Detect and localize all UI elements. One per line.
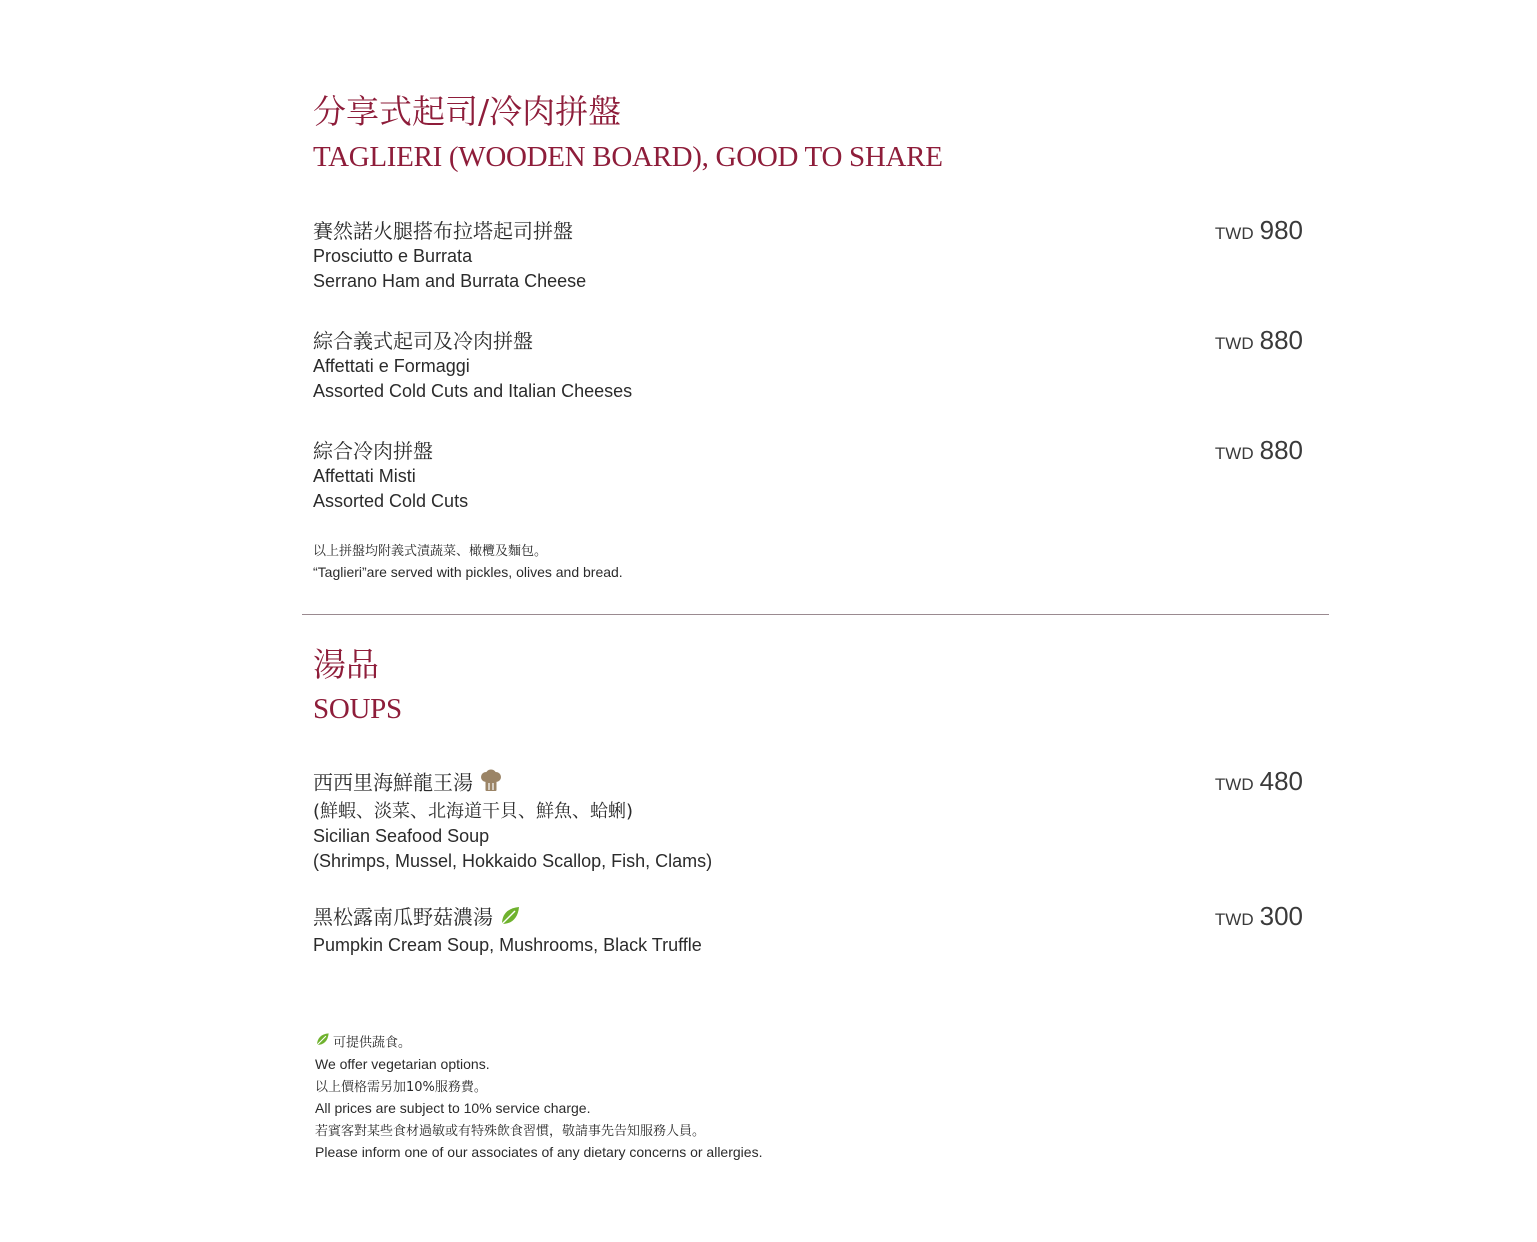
footer-service-zh: 以上價格需另加10%服務費。 bbox=[315, 1080, 487, 1095]
item-name-it: Prosciutto e Burrata bbox=[313, 246, 473, 266]
item-detail-en: (Shrimps, Mussel, Hokkaido Scallop, Fish, Clams) bbox=[313, 851, 713, 871]
item-name-en: Sicilian Seafood Soup bbox=[313, 826, 490, 846]
footer-allergy-zh: 若賓客對某些食材過敏或有特殊飲食習慣，敬請事先告知服務人員。 bbox=[315, 1124, 706, 1139]
price-amount: 980 bbox=[1259, 215, 1303, 245]
item-price bbox=[1215, 766, 1303, 797]
item-price bbox=[1215, 901, 1303, 932]
footer-service-en: All prices are subject to 10% service charge. bbox=[315, 1100, 591, 1116]
vegetarian-leaf-icon bbox=[315, 1032, 330, 1054]
item-name-it: Affettati e Formaggi bbox=[313, 356, 470, 376]
note-en: “Taglieri”are served with pickles, olives and bread. bbox=[313, 564, 623, 580]
section-title-zh-soups: 湯品 bbox=[313, 645, 379, 684]
taglieri-note bbox=[313, 542, 623, 582]
item-name-zh: 黑松露南瓜野菇濃湯 bbox=[313, 905, 493, 929]
section-title-en-taglieri: TAGLIERI (WOODEN BOARD), GOOD TO SHARE bbox=[313, 141, 943, 173]
price-amount: 880 bbox=[1259, 325, 1303, 355]
vegetarian-leaf-icon bbox=[499, 905, 521, 933]
note-zh: 以上拼盤均附義式漬蔬菜、橄欖及麵包。 bbox=[313, 544, 548, 559]
item-name-en: Assorted Cold Cuts and Italian Cheeses bbox=[313, 381, 633, 401]
price-amount: 480 bbox=[1259, 766, 1303, 796]
item-price bbox=[1215, 215, 1303, 246]
menu-item-pumpkin-cream-soup bbox=[313, 901, 1303, 958]
item-name-en: Pumpkin Cream Soup, Mushrooms, Black Truffle bbox=[313, 934, 702, 955]
price-currency: TWD bbox=[1214, 224, 1254, 243]
price-currency: TWD bbox=[1214, 775, 1254, 794]
item-name-zh: 西西里海鮮龍王湯 bbox=[313, 770, 473, 795]
item-name-en: Assorted Cold Cuts bbox=[313, 491, 469, 511]
price-amount: 300 bbox=[1259, 901, 1303, 931]
item-name-zh-row bbox=[313, 904, 1303, 933]
item-name-en: Serrano Ham and Burrata Cheese bbox=[313, 271, 587, 291]
menu-item-affettati-formaggi bbox=[313, 325, 1303, 404]
section-divider bbox=[302, 614, 1329, 615]
section-title-en-soups: SOUPS bbox=[313, 693, 402, 725]
item-name-it: Affettati Misti bbox=[313, 466, 416, 486]
footer-veg-zh: 可提供蔬食。 bbox=[333, 1035, 412, 1051]
menu-item-prosciutto-burrata bbox=[313, 215, 1303, 294]
price-currency: TWD bbox=[1214, 334, 1254, 353]
price-currency: TWD bbox=[1214, 444, 1254, 463]
item-name-zh: 綜合冷肉拼盤 bbox=[313, 439, 433, 463]
menu-item-sicilian-seafood-soup bbox=[313, 766, 1303, 874]
footer-notes bbox=[315, 1032, 762, 1162]
item-price bbox=[1215, 325, 1303, 356]
section-title-zh-taglieri: 分享式起司/冷肉拼盤 bbox=[313, 92, 622, 131]
item-detail-zh: (鮮蝦、淡菜、北海道干貝、鮮魚、蛤蜊) bbox=[313, 801, 634, 822]
item-name-zh: 綜合義式起司及冷肉拼盤 bbox=[313, 329, 533, 353]
item-name-zh: 賽然諾火腿搭布拉塔起司拼盤 bbox=[313, 219, 573, 243]
price-currency: TWD bbox=[1214, 910, 1254, 929]
footer-veg-en: We offer vegetarian options. bbox=[315, 1056, 490, 1072]
item-name-zh-row bbox=[313, 769, 1303, 799]
footer-allergy-en: Please inform one of our associates of any dietary concerns or allergies. bbox=[315, 1144, 763, 1160]
price-amount: 880 bbox=[1259, 435, 1303, 465]
chef-hat-icon bbox=[479, 769, 503, 799]
footer-veg-zh-row bbox=[315, 1032, 762, 1054]
menu-item-affettati-misti bbox=[313, 435, 1303, 514]
item-price bbox=[1215, 435, 1303, 466]
